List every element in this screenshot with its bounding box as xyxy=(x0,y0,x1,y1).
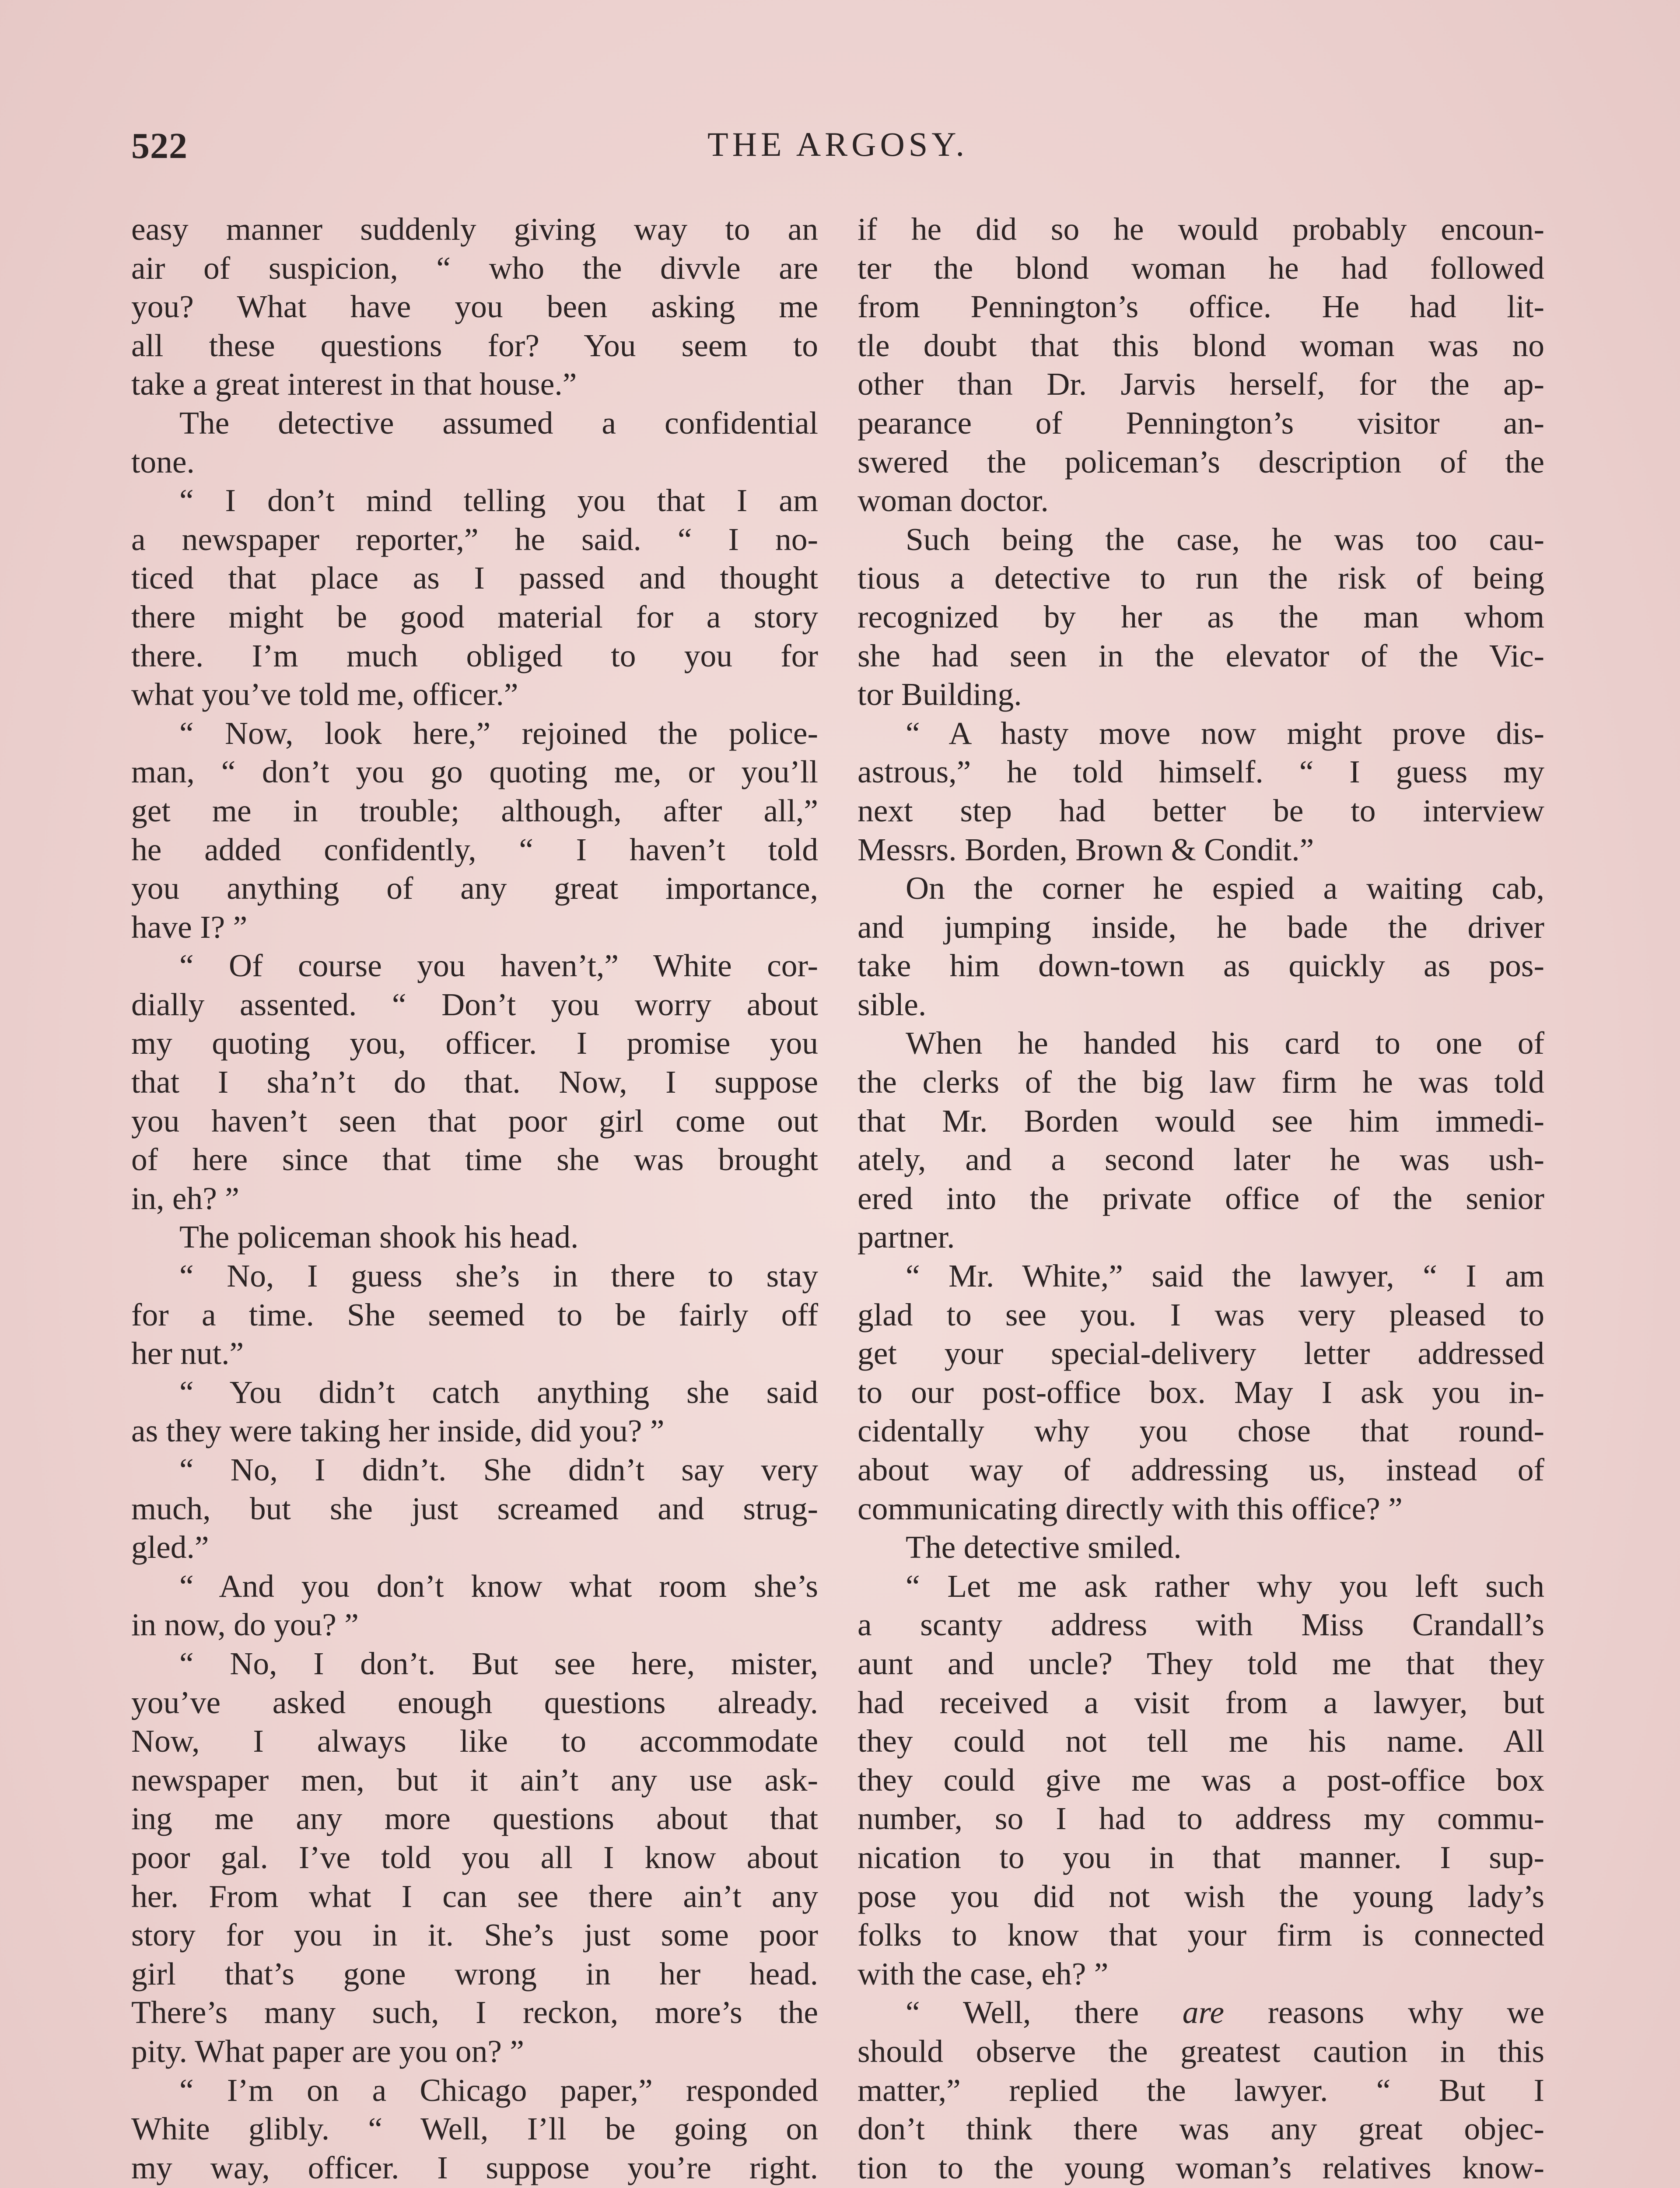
text-line: you? What have you been asking me xyxy=(131,289,818,325)
text-line: have I? ” xyxy=(131,909,248,945)
text-line: “ No, I guess she’s in there to stay xyxy=(179,1258,818,1294)
text-line: that Mr. Borden would see him immedi- xyxy=(858,1103,1544,1139)
text-line: if he did so he would probably encoun- xyxy=(858,211,1544,247)
text-line: woman doctor. xyxy=(858,483,1049,519)
text-line: take him down-town as quickly as pos- xyxy=(858,948,1544,984)
text-line: ately, and a second later he was ush- xyxy=(858,1142,1544,1178)
text-line: air of suspicion, “ who the divvle are xyxy=(131,250,818,286)
text-line: she had seen in the elevator of the Vic- xyxy=(858,638,1544,673)
text-line: other than Dr. Jarvis herself, for the ap- xyxy=(858,366,1544,402)
text-line: there might be good material for a story xyxy=(131,599,818,635)
text-line: “ A hasty move now might prove dis- xyxy=(906,715,1544,751)
text-line: When he handed his card to one of xyxy=(906,1025,1544,1061)
text-line: of here since that time she was brought xyxy=(131,1142,818,1178)
text-line: for a time. She seemed to be fairly off xyxy=(131,1297,818,1332)
text-line: recognized by her as the man whom xyxy=(858,599,1544,635)
text-line: ing me any more questions about that xyxy=(131,1801,818,1837)
text-line: ter the blond woman he had followed xyxy=(858,250,1544,286)
page-number: 522 xyxy=(131,126,188,166)
text-line: easy manner suddenly giving way to an xyxy=(131,211,818,247)
text-line: “ No, I don’t. But see here, mister, xyxy=(179,1645,818,1681)
text-line: gled.” xyxy=(131,1529,209,1565)
text-line: much, but she just screamed and strug- xyxy=(131,1490,818,1526)
text-line: “ And you don’t know what room she’s xyxy=(179,1568,818,1604)
text-line: astrous,” he told himself. “ I guess my xyxy=(858,754,1544,790)
text-line: pose you did not wish the young lady’s xyxy=(858,1878,1544,1914)
text-line: get me in trouble; although, after all,” xyxy=(131,792,818,828)
text-line: poor gal. I’ve told you all I know about xyxy=(131,1839,818,1875)
text-line: “ Now, look here,” rejoined the police- xyxy=(179,715,818,751)
text-line: tious a detective to run the risk of being xyxy=(858,560,1544,596)
text-line: that I sha’n’t do that. Now, I suppose xyxy=(131,1064,818,1100)
text-line: tion to the young woman’s relatives know- xyxy=(858,2149,1544,2185)
text-line: you anything of any great importance, xyxy=(131,870,818,906)
text-line: girl that’s gone wrong in her head. xyxy=(131,1956,818,1992)
text-line: matter,” replied the lawyer. “ But I xyxy=(858,2072,1544,2108)
text-line: a newspaper reporter,” he said. “ I no- xyxy=(131,521,818,557)
text-line: about way of addressing us, instead of xyxy=(858,1452,1544,1487)
text-line: White glibly. “ Well, I’ll be going on xyxy=(131,2111,818,2147)
text-line: what you’ve told me, officer.” xyxy=(131,677,518,712)
running-head: THE ARGOSY. xyxy=(707,125,968,163)
text-line: “ Of course you haven’t,” White cor- xyxy=(179,948,818,984)
text-line: my quoting you, officer. I promise you xyxy=(131,1025,818,1061)
text-line: in now, do you? ” xyxy=(131,1607,359,1643)
text-line: tone. xyxy=(131,444,195,480)
text-line: cidentally why you chose that round- xyxy=(858,1413,1544,1449)
text-line: they could give me was a post-office box xyxy=(858,1762,1544,1798)
text-line: communicating directly with this office? ” xyxy=(858,1490,1403,1526)
text-line: “ Mr. White,” said the lawyer, “ I am xyxy=(906,1258,1544,1294)
text-line: The policeman shook his head. xyxy=(179,1219,579,1255)
text-line: a scanty address with Miss Crandall’s xyxy=(858,1607,1544,1643)
left-text-column xyxy=(131,210,818,2188)
page-header xyxy=(131,125,1544,186)
text-line: ered into the private office of the senior xyxy=(858,1180,1544,1216)
text-line: don’t think there was any great objec- xyxy=(858,2111,1544,2147)
text-line: “ Let me ask rather why you left such xyxy=(906,1568,1544,1604)
text-line: pity. What paper are you on? ” xyxy=(131,2033,524,2069)
text-line: as they were taking her inside, did you? ” xyxy=(131,1413,665,1449)
text-line: her nut.” xyxy=(131,1336,244,1371)
text-line: swered the policeman’s description of the xyxy=(858,444,1544,480)
text-line: man, “ don’t you go quoting me, or you’ll xyxy=(131,754,818,790)
text-line: get your special-delivery letter addressed xyxy=(858,1336,1544,1371)
text-line: my way, officer. I suppose you’re right. xyxy=(131,2149,818,2185)
text-line: “ No, I didn’t. She didn’t say very xyxy=(179,1452,818,1487)
text-line: they could not tell me his name. All xyxy=(858,1723,1544,1759)
text-line: “ I’m on a Chicago paper,” responded xyxy=(179,2072,818,2108)
text-line: all these questions for? You seem to xyxy=(131,327,818,363)
text-line: take a great interest in that house.” xyxy=(131,366,577,402)
text-line: On the corner he espied a waiting cab, xyxy=(906,870,1544,906)
text-line: nication to you in that manner. I sup- xyxy=(858,1839,1544,1875)
text-line: should observe the greatest caution in this xyxy=(858,2033,1544,2069)
text-line: pearance of Pennington’s visitor an- xyxy=(858,405,1544,441)
text-line: the clerks of the big law firm he was told xyxy=(858,1064,1544,1100)
text-line: newspaper men, but it ain’t any use ask- xyxy=(131,1762,818,1798)
text-line: partner. xyxy=(858,1219,955,1255)
text-line: he added confidently, “ I haven’t told xyxy=(131,831,818,867)
text-line: The detective smiled. xyxy=(906,1529,1182,1565)
text-line: next step had better be to interview xyxy=(858,792,1544,828)
text-line: with the case, eh? ” xyxy=(858,1956,1109,1992)
text-line: folks to know that your firm is connected xyxy=(858,1917,1544,1953)
text-line: from Pennington’s office. He had lit- xyxy=(858,289,1544,325)
text-line: there. I’m much obliged to you for xyxy=(131,638,818,673)
text-line: There’s many such, I reckon, more’s the xyxy=(131,1995,818,2030)
text-line: “ You didn’t catch anything she said xyxy=(179,1374,818,1410)
text-line: and jumping inside, he bade the driver xyxy=(858,909,1544,945)
text-line: Now, I always like to accommodate xyxy=(131,1723,818,1759)
text-line: her. From what I can see there ain’t any xyxy=(131,1878,818,1914)
text-line: you’ve asked enough questions already. xyxy=(131,1684,818,1720)
text-line: Such being the case, he was too cau- xyxy=(906,521,1544,557)
text-line: The detective assumed a confidential xyxy=(179,405,818,441)
text-line: ticed that place as I passed and thought xyxy=(131,560,818,596)
text-line: “ Well, there are reasons why we xyxy=(906,1995,1544,2030)
text-line: in, eh? ” xyxy=(131,1180,239,1216)
text-line: story for you in it. She’s just some poor xyxy=(131,1917,818,1953)
text-line: dially assented. “ Don’t you worry about xyxy=(131,986,818,1022)
text-line: sible. xyxy=(858,986,927,1022)
text-line: Messrs. Borden, Brown & Condit.” xyxy=(858,831,1314,867)
text-line: aunt and uncle? They told me that they xyxy=(858,1645,1544,1681)
text-line: glad to see you. I was very pleased to xyxy=(858,1297,1544,1332)
text-line: had received a visit from a lawyer, but xyxy=(858,1684,1544,1720)
right-text-column xyxy=(858,210,1544,2188)
text-line: you haven’t seen that poor girl come out xyxy=(131,1103,818,1139)
text-line: tor Building. xyxy=(858,677,1022,712)
text-line: number, so I had to address my commu- xyxy=(858,1801,1544,1837)
text-line: to our post-office box. May I ask you in- xyxy=(858,1374,1544,1410)
text-line: “ I don’t mind telling you that I am xyxy=(179,483,818,519)
text-line: tle doubt that this blond woman was no xyxy=(858,327,1544,363)
